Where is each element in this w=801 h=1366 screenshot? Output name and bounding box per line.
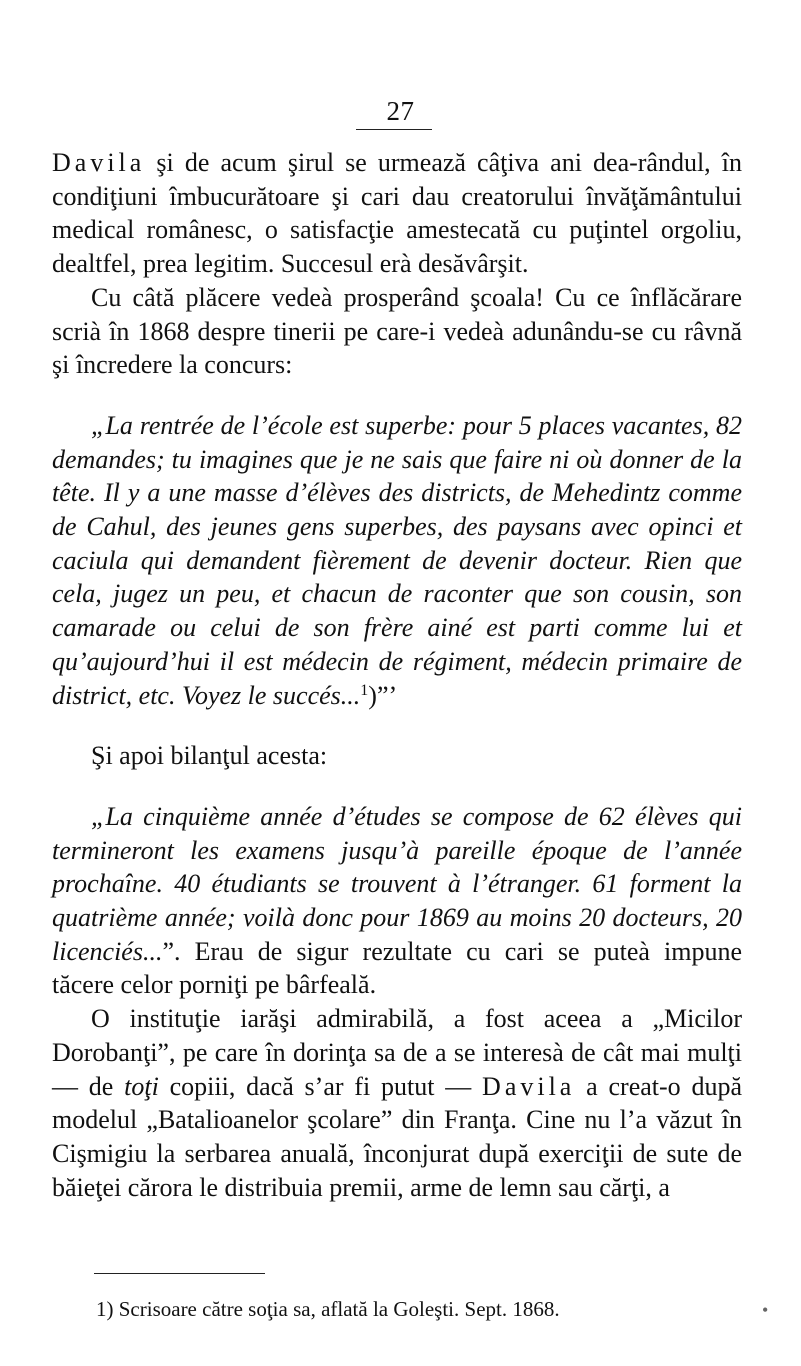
paragraph-4	[52, 1002, 742, 1204]
quote-1	[52, 409, 742, 712]
quote-2	[52, 800, 742, 1002]
footnote-reference: 1	[360, 681, 369, 699]
footnote-divider	[94, 1273, 265, 1274]
margin-mark: •	[762, 1300, 769, 1320]
paragraph-3: Şi apoi bilanţul acesta:	[91, 741, 328, 771]
author-name-davila-2: Davila	[482, 1071, 576, 1101]
page-number: 27	[386, 96, 415, 126]
paragraph-4-part3: a creat-o după modelul „Batalioanelor şcolare” din Franţa. Cine nu l’a văzut în Cişmigiu la serbarea anuală, înconjurat după exerciţii de sute de băieţei cărora le distribuia premii, arme de lemn sau cărţi, a	[52, 1071, 742, 1202]
body-text	[52, 146, 742, 1204]
paragraph-2: Cu câtă plăcere vedeà prosperând şcoala! Cu ce înflăcărare scrià în 1868 despre tinerii pe care-i vedeà adunându-se cu râvnă şi încredere la concurs:	[52, 282, 742, 380]
quote-2-after: ”. Erau de sigur rezultate cu cari se puteà impune tăcere celor porniţi pe bârfeală.	[52, 936, 742, 1000]
quote-2-text: „La cinquième année d’études se compose de 62 élèves qui termineront les examens jusqu’à pareille époque de l’année prochaîne. 40 étudiants se trouvent à l’étranger. 61 forment la quatrième année; voilà donc pour 1869 au moins 20 docteurs, 20 licenciés...	[52, 801, 742, 966]
footnote: 1) Scrisoare către soţia sa, aflată la Goleşti. Sept. 1868.	[96, 1297, 560, 1321]
quote-1-closing: )”’	[368, 680, 398, 710]
paragraph-1-text: şi de acum şirul se urmează câţiva ani dea-rândul, în condiţiuni îmbucurătoare şi cari dau creatorului învăţământului medical românesc, o satisfacţie amestecată cu puţintel orgoliu, dealtfel, prea legitim. Succesul erà desăvârşit.	[52, 148, 742, 279]
quote-1-text: „La rentrée de l’école est superbe: pour 5 places vacantes, 82 demandes; tu imagines que je ne sais que faire ni où donner de la tête. Il y a une masse d’élèves des districts, de Mehedintz comme de Cahul, des jeunes gens superbes, des paysans avec opinci et caciula qui demandent fièrement de devenir docteur. Rien que cela, jugez un peu, et chacun de raconter que son cousin, son camarade ou celui de son frère ainé est parti comme lui et qu’aujourd’hui il est médecin de régiment, médecin primaire de district, etc. Voyez le succés...	[52, 410, 742, 710]
page-number-underline	[356, 129, 432, 130]
author-name-davila: Davila	[52, 148, 146, 177]
paragraph-1	[52, 146, 742, 281]
paragraph-4-part1: O instituţie iarăşi admirabilă, a fost aceea a „Micilor Dorobanţi”, pe care în dorinţa sa de a se interesà de cât mai mulţi — de	[52, 1004, 742, 1101]
paragraph-4-part2: copiii, dacă s’ar fi putut —	[158, 1071, 483, 1101]
paragraph-4-toti: toţi	[124, 1071, 159, 1101]
